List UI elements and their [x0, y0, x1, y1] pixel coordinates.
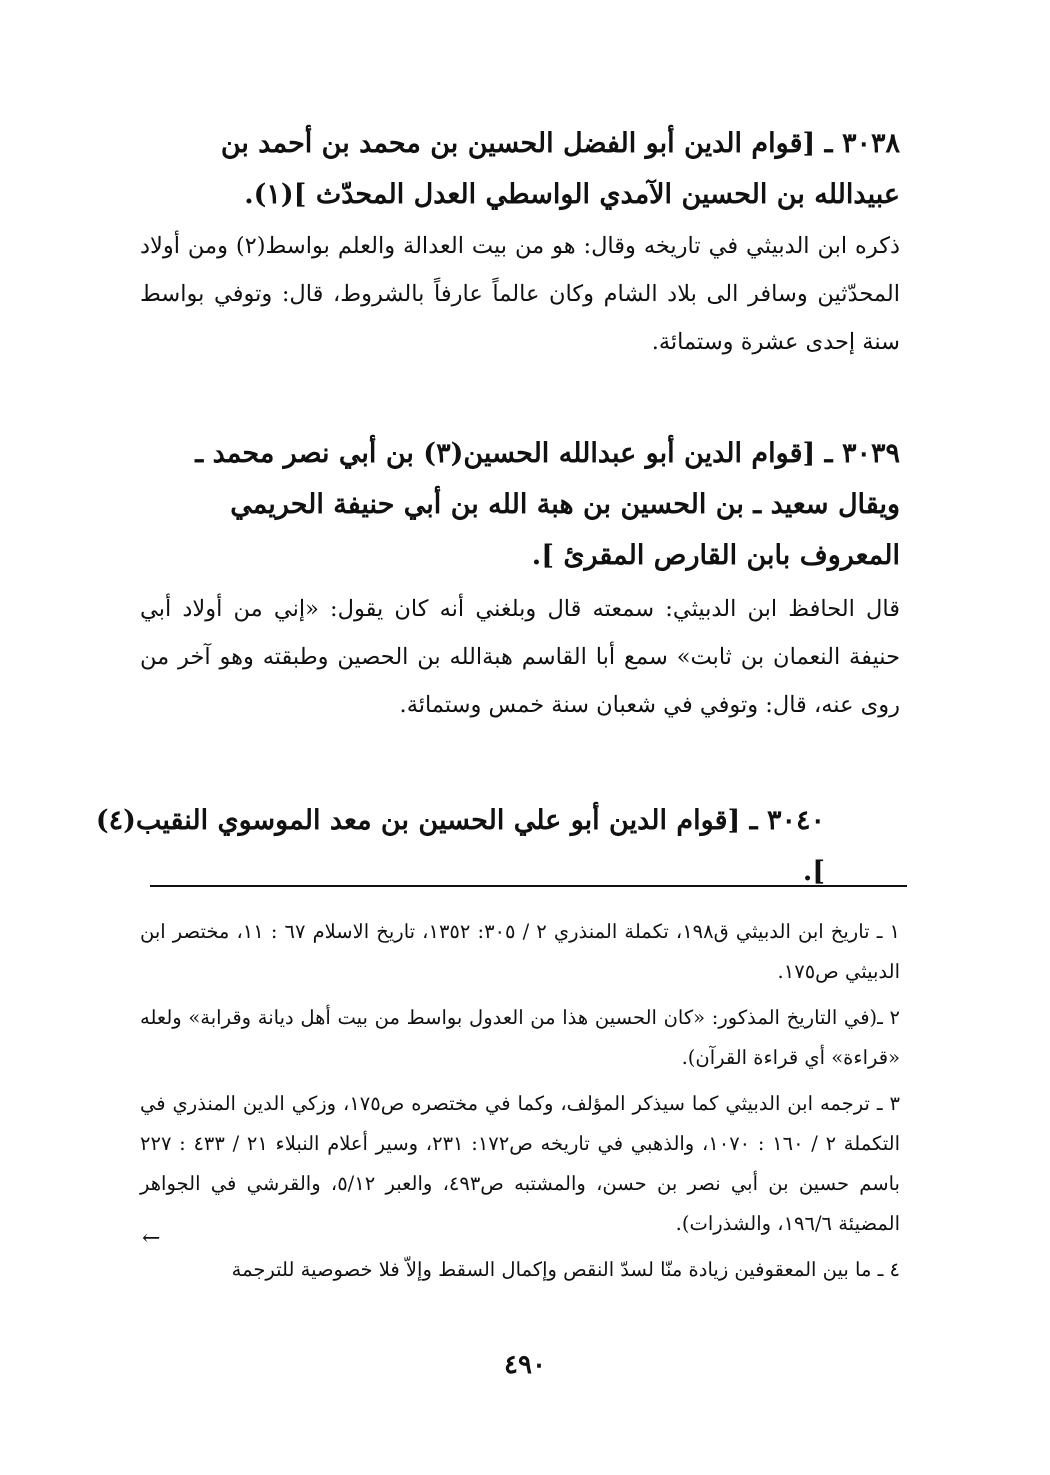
entry-3038-body: ذكره ابن الدبيثي في تاريخه وقال: هو من بيت العدالة والعلم بواسط(٢) ومن أولاد المحدّثين وسافر الى بلاد الشام وكان عالماً عارفاً بالشروط، قال: وتوفي بواسط سنة إحدى عشرة وستمائة. [140, 233, 900, 355]
page-number: ٤٩٠ [504, 1350, 546, 1380]
entry-3039-body: قال الحافظ ابن الدبيثي: سمعته قال وبلغني أنه كان يقول: «إني من أولاد أبي حنيفة النعمان بن ثابت» سمع أبا القاسم هبةالله بن الحصين وطبقته وهو آخر من روى عنه، قال: وتوفي في شعبان سنة خمس وستمائة. [140, 596, 900, 718]
footnotes [140, 912, 900, 1296]
footnote-divider [150, 885, 907, 887]
footnote-1: ١ ـ تاريخ ابن الدبيثي ق١٩٨، تكملة المنذري ٢ / ٣٠٥: ١٣٥٢، تاريخ الاسلام ٦٧ : ١١، مختصر ابن الدبيثي ص١٧٥. [140, 920, 900, 983]
footnote-3: ٣ ـ ترجمه ابن الدبيثي كما سيذكر المؤلف، وكما في مختصره ص١٧٥، وزكي الدين المنذري في التكملة ٢ / ١٦٠ : ١٠٧٠، والذهبي في تاريخه ص١٧٢: ٢٣١، وسير أعلام النبلاء ٢١ / ٤٣٣ : ٢٢٧ باسم حسين بن أبي نصر بن حسن، والمشتبه ص٤٩٣، والعبر ٥/١٢، والقرشي في الجواهر المضيئة ١٩٦/٦، والشذرات). [140, 1092, 901, 1235]
entry-3038-heading: ٣٠٣٨ ـ [قوام الدين أبو الفضل الحسين بن محمد بن أحمد بن عبيدالله بن الحسين الآمدي الواسطي العدل المحدّث ](١). [220, 128, 900, 210]
footnote-4: ٤ ـ ما بين المعقوفين زيادة منّا لسدّ النقص وإكمال السقط وإلاّ فلا خصوصية للترجمة [231, 1258, 900, 1281]
entry-3039-heading: ٣٠٣٩ ـ [قوام الدين أبو عبدالله الحسين(٣) بن أبي نصر محمد ـ ويقال سعيد ـ بن الحسين بن هبة الله بن أبي حنيفة الحريمي المعروف بابن القارص المقرئ ]. [195, 438, 900, 571]
entry-3040-heading: ٣٠٤٠ ـ [قوام الدين أبو علي الحسين بن معد الموسوي النقيب(٤) ]. [95, 805, 825, 887]
footnote-2: ٢ ـ(في التاريخ المذكور: «كان الحسين هذا من العدول بواسط من بيت أهل ديانة وقرابة» ولعله «قراءة» أي قراءة القرآن). [140, 1006, 900, 1069]
continuation-arrow-icon: ← [142, 1226, 161, 1251]
